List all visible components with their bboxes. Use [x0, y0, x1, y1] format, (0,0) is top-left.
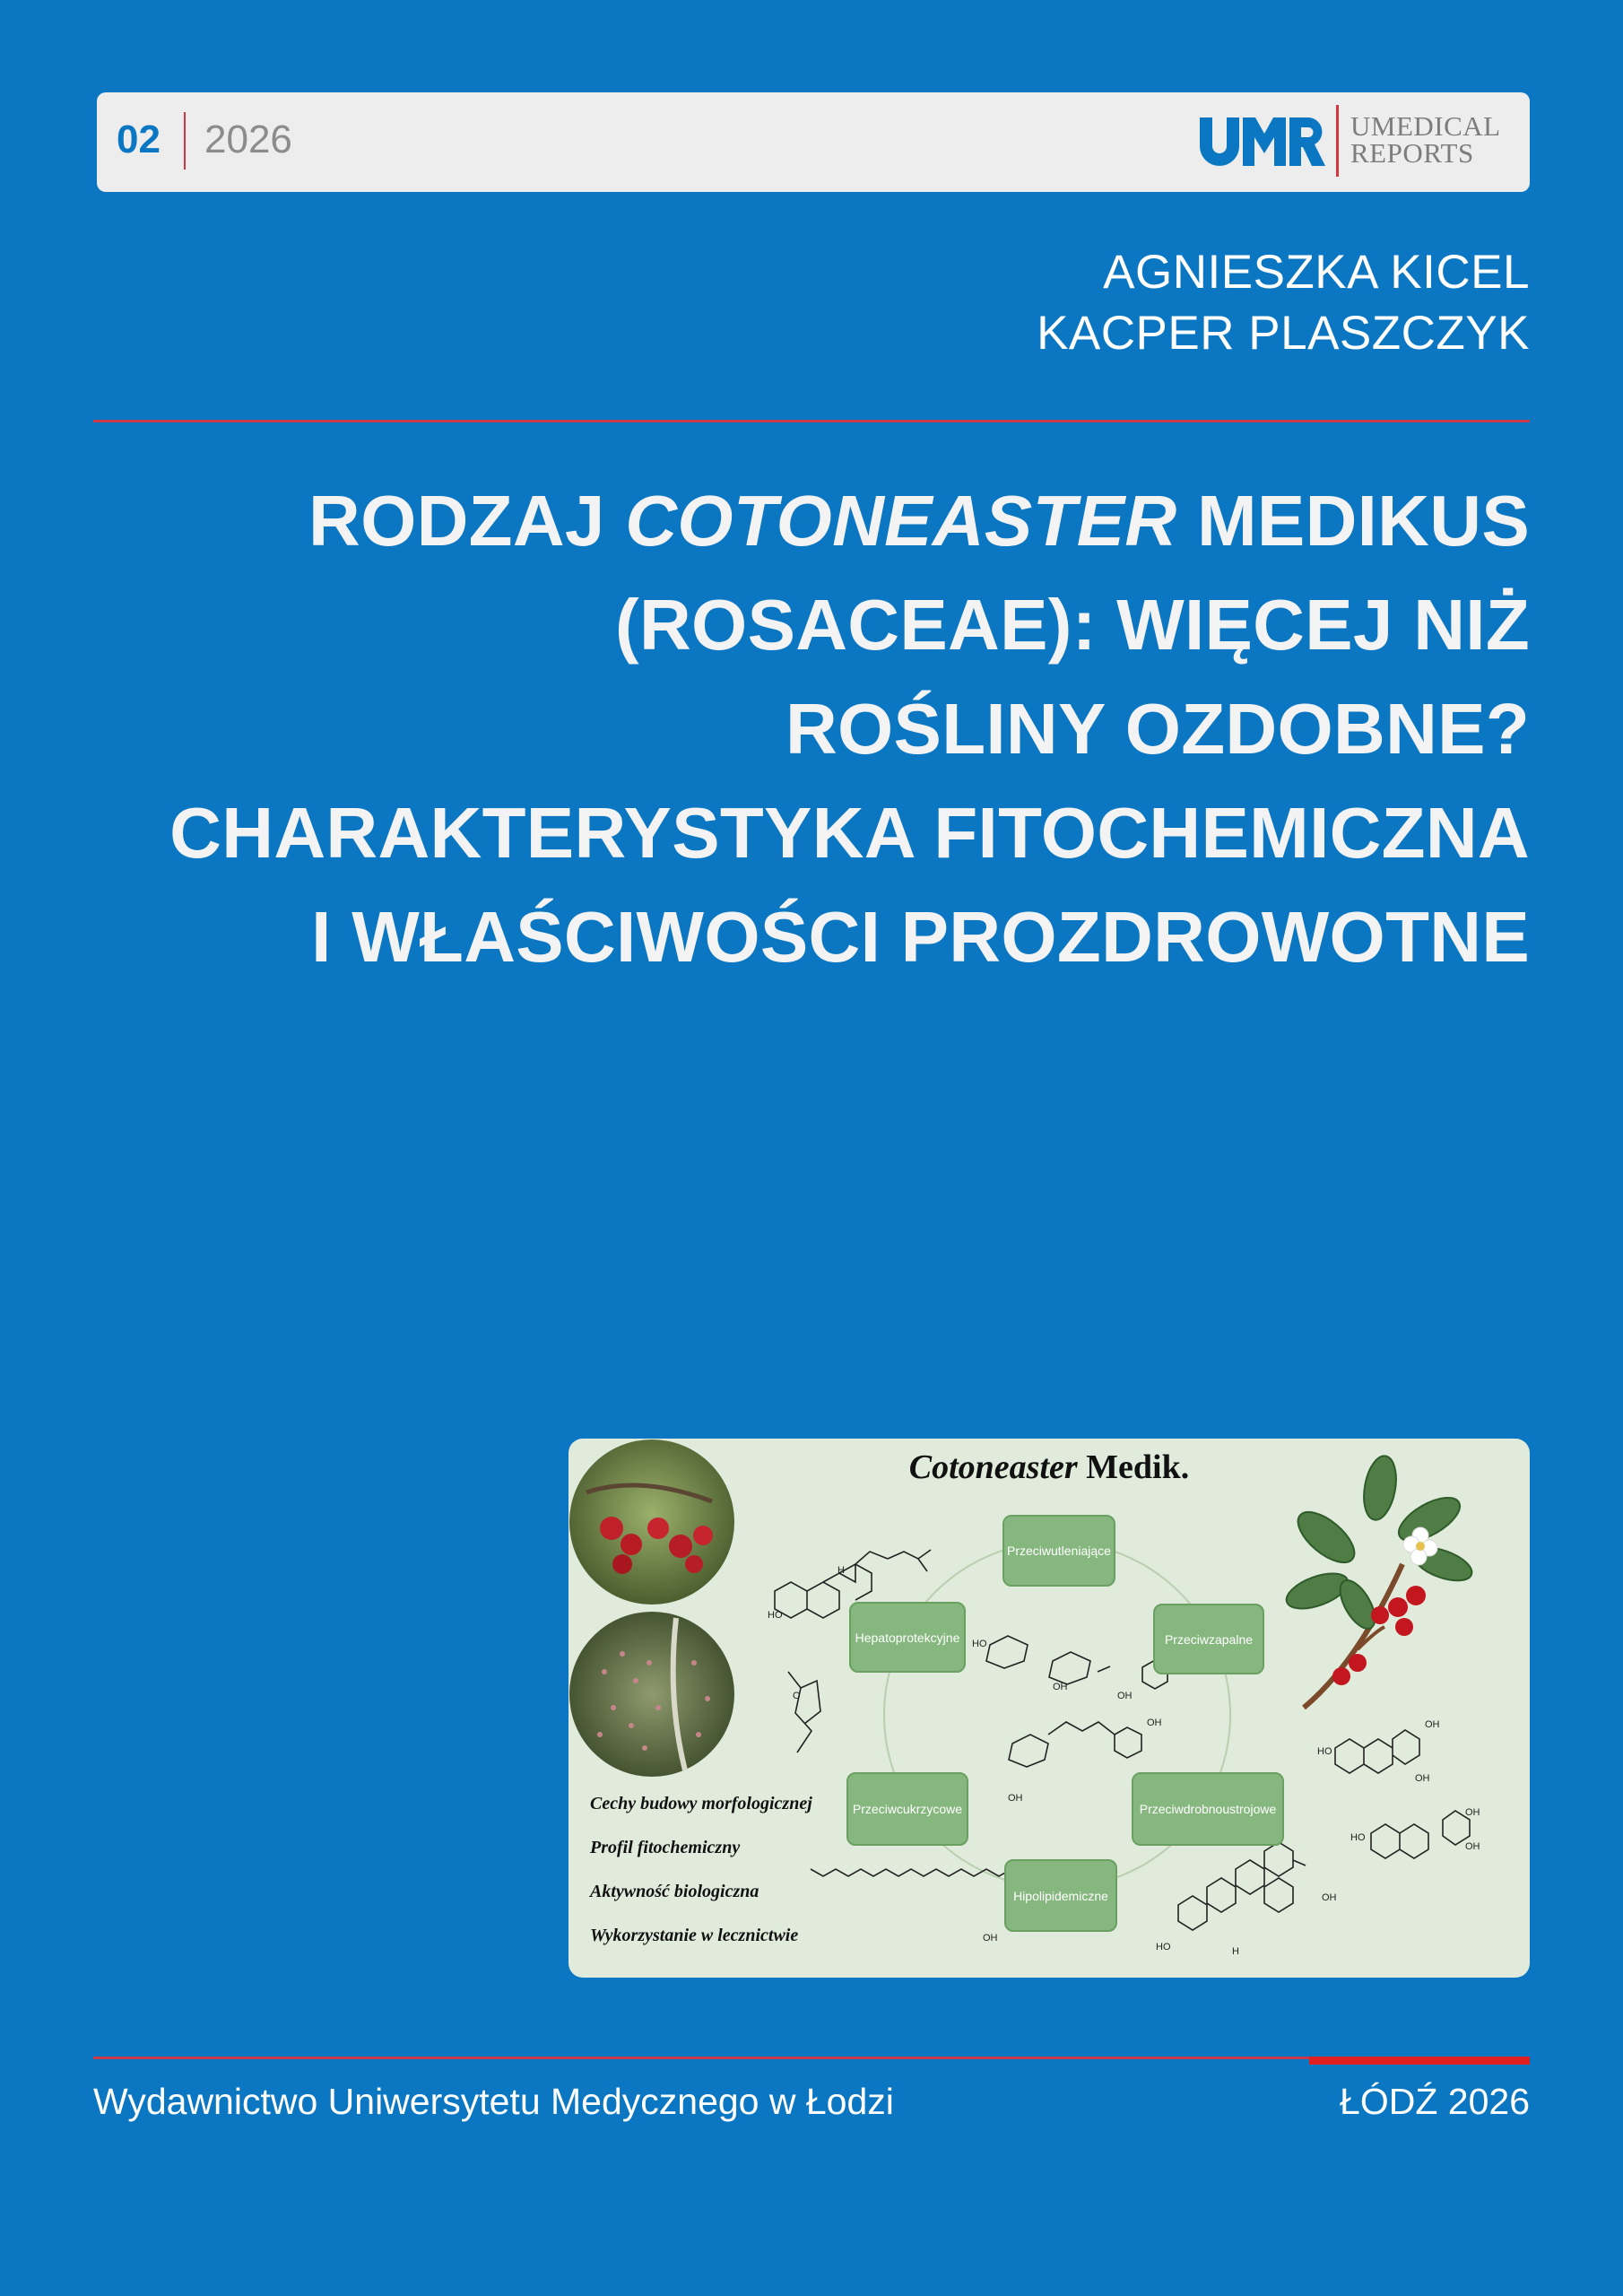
features-list [590, 1782, 812, 1958]
svg-text:HO: HO [1350, 1832, 1366, 1843]
umr-logo-icon [1196, 112, 1331, 171]
svg-text:OH: OH [1117, 1691, 1133, 1701]
svg-text:OH: OH [1147, 1718, 1162, 1728]
logo-wordmark [1350, 110, 1501, 169]
effect-box-antimicrobial: Przeciwdrobnoustrojowe [1132, 1772, 1284, 1846]
issue-separator [184, 112, 186, 170]
author-name: AGNIESZKA KICEL [1103, 246, 1530, 299]
title-line-4: CHARAKTERYSTYKA FITOCHEMICZNA [169, 793, 1530, 873]
feature-item: Aktywność biologiczna [590, 1882, 759, 1901]
shrub-photo-icon [569, 1612, 734, 1777]
svg-text:OH: OH [1008, 1793, 1023, 1804]
effect-box-antidiabetic: Przeciwcukrzycowe [846, 1772, 968, 1846]
issue-year: 2026 [204, 117, 292, 161]
svg-text:OH: OH [1425, 1719, 1440, 1730]
effect-box-hypolipidemic: Hipolipidemiczne [1004, 1859, 1117, 1932]
authors [1037, 242, 1530, 364]
svg-text:HO: HO [1317, 1746, 1332, 1757]
effect-box-antioxidant: Przeciwutleniające [1002, 1515, 1115, 1587]
svg-text:OH: OH [983, 1933, 998, 1944]
svg-text:H: H [1232, 1946, 1239, 1957]
logo-separator [1336, 105, 1339, 177]
title-line-3: ROŚLINY OZDOBNE? [785, 689, 1530, 769]
place-and-year: ŁÓDŹ 2026 [1340, 2081, 1530, 2122]
book-title [77, 469, 1530, 989]
title-line-1: RODZAJ COTONEASTER MEDIKUS [308, 481, 1530, 561]
issue-number: 02 [117, 117, 161, 161]
publisher-name: Wydawnictwo Uniwersytetu Medycznego w Łodzi [93, 2081, 894, 2122]
svg-text:OH: OH [1415, 1773, 1430, 1784]
author-name: KACPER PLASZCZYK [1037, 307, 1530, 360]
logo-wordmark-line1: UMEDICAL [1350, 110, 1501, 142]
graphical-abstract [568, 1439, 1530, 1978]
abstract-title: Cotoneaster Medik. [908, 1448, 1190, 1486]
svg-text:OH: OH [1465, 1807, 1480, 1818]
bottom-accent-bar [1309, 2057, 1530, 2065]
feature-item: Profil fitochemiczny [590, 1838, 741, 1857]
svg-text:HO: HO [768, 1610, 783, 1621]
title-genus: COTONEASTER [625, 481, 1177, 561]
title-line-2: (ROSACEAE): WIĘCEJ NIŻ [615, 585, 1530, 665]
svg-text:HO: HO [972, 1639, 987, 1649]
effect-box-hepatoprotective: Hepatoprotekcyjne [849, 1602, 966, 1673]
svg-text:O: O [793, 1691, 801, 1701]
abstract-title-genus: Cotoneaster [908, 1448, 1078, 1486]
svg-text:OH: OH [1053, 1682, 1068, 1692]
logo-wordmark-line2: REPORTS [1350, 137, 1474, 169]
svg-text:H: H [838, 1565, 845, 1576]
effect-box-anti-inflammatory: Przeciwzapalne [1153, 1604, 1264, 1674]
feature-item: Cechy budowy morfologicznej [590, 1794, 812, 1813]
svg-text:OH: OH [1465, 1841, 1480, 1852]
svg-text:OH: OH [1322, 1892, 1337, 1903]
journal-header-bar [97, 92, 1530, 192]
top-divider [93, 420, 1530, 422]
svg-text:HO: HO [1156, 1942, 1171, 1952]
title-line-5: I WŁAŚCIWOŚCI PROZDROWOTNE [311, 897, 1530, 977]
feature-item: Wykorzystanie w lecznictwie [590, 1926, 799, 1945]
cotoneaster-sprig-icon [1282, 1454, 1476, 1708]
